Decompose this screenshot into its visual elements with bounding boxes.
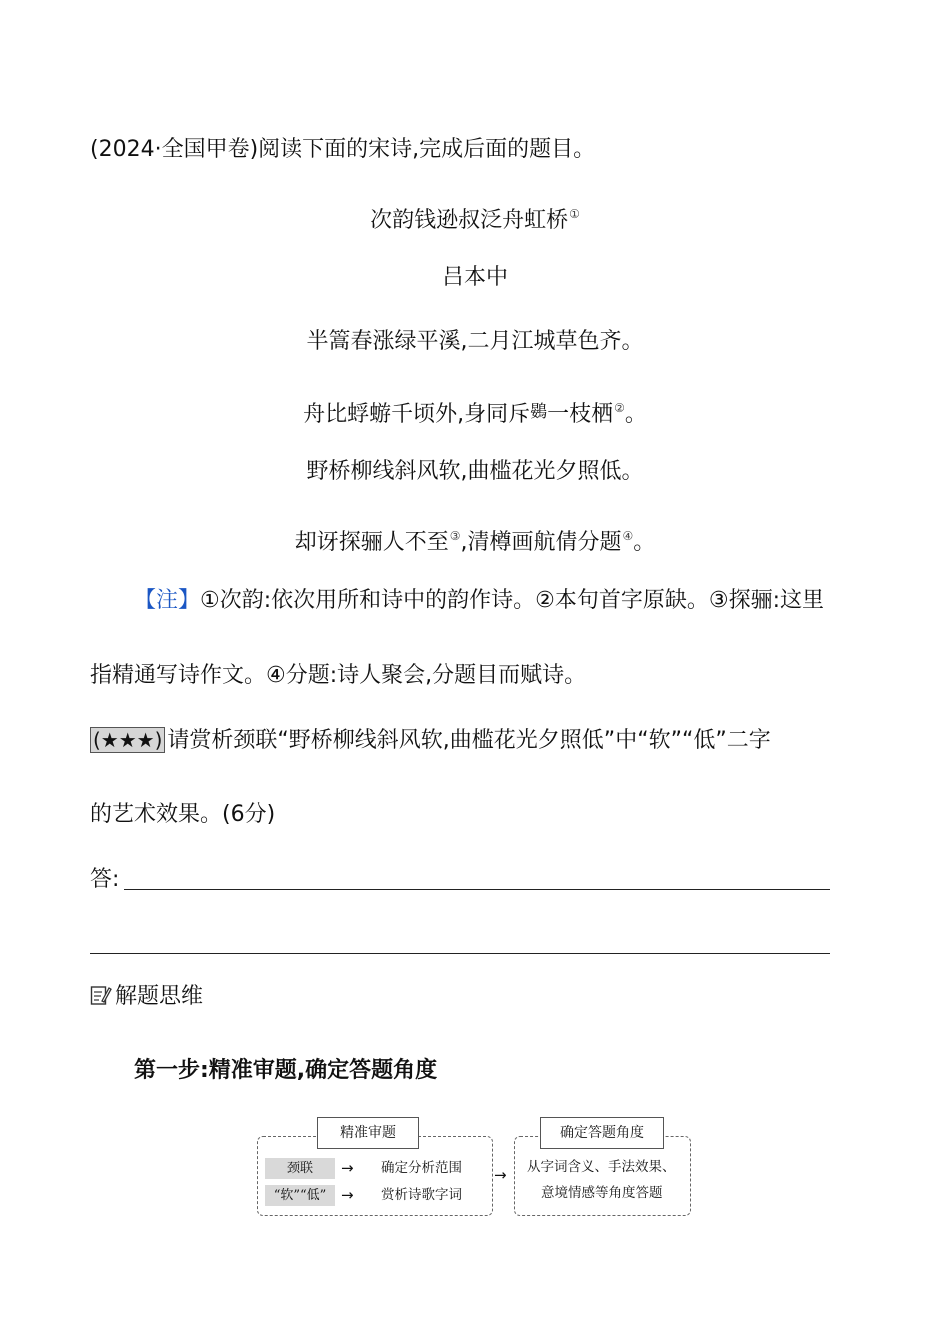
section-heading bbox=[90, 982, 203, 1015]
left-box-header: 精准审题 bbox=[317, 1117, 419, 1149]
answer-label: 答: bbox=[90, 867, 120, 892]
question-line-1-text: 请赏析颈联“野桥柳线斜风软,曲槛花光夕照低”中“软”“低”二字 bbox=[167, 728, 771, 753]
section-title-text: 解题思维 bbox=[115, 984, 204, 1009]
footnote-marker: ④ bbox=[622, 529, 634, 543]
answer-angle-line-1: 从字词含义、手法效果、 bbox=[527, 1159, 676, 1175]
poem-line-2-part-a: 舟比蜉蝣千顷外,身同斥 bbox=[303, 402, 531, 427]
step-1-title: 第一步:精准审题,确定答题角度 bbox=[134, 1058, 438, 1083]
notepad-pen-icon bbox=[90, 984, 112, 1015]
note-line-2: 指精通写诗作文。④分题:诗人聚会,分题目而赋诗。 bbox=[90, 663, 587, 688]
question-line-2: 的艺术效果。(6分) bbox=[90, 802, 276, 827]
connector-arrow-icon: → bbox=[494, 1166, 507, 1184]
poem-line-4-part-b: ,清樽画航倩分题 bbox=[460, 530, 622, 555]
poem-line-3: 野桥柳线斜风软,曲槛花光夕照低。 bbox=[306, 459, 644, 484]
poem-line-4 bbox=[0, 521, 950, 558]
answer-angle-line-2: 意境情感等角度答题 bbox=[541, 1185, 663, 1201]
poem-line-2-end: 。 bbox=[624, 402, 647, 427]
rare-character: 鷃 bbox=[530, 402, 548, 422]
answer-blank-line-2[interactable] bbox=[90, 953, 830, 954]
footnote-marker: ② bbox=[614, 401, 625, 415]
poem-title-text: 次韵钱逊叔泛舟虹桥 bbox=[370, 208, 569, 233]
note-line-1 bbox=[134, 586, 824, 616]
poem-line-4-end: 。 bbox=[633, 530, 656, 555]
intro-text: (2024·全国甲卷)阅读下面的宋诗,完成后面的题目。 bbox=[90, 137, 596, 162]
right-arrow-icon: → bbox=[341, 1186, 354, 1204]
row-text-word-appreciation: 赏析诗歌字词 bbox=[381, 1187, 462, 1203]
row-label-key-words: “软”“低” bbox=[265, 1185, 335, 1206]
poem-title bbox=[0, 199, 950, 236]
row-label-neck-couplet: 颈联 bbox=[265, 1158, 335, 1179]
poem-line-1: 半篙春涨绿平溪,二月江城草色齐。 bbox=[306, 329, 644, 354]
poem-author: 吕本中 bbox=[441, 265, 508, 290]
answer-blank-line-1[interactable] bbox=[124, 889, 830, 890]
poem-line-2-part-b: 一枝栖 bbox=[547, 402, 614, 427]
poem-line-2 bbox=[0, 393, 950, 430]
poem-line-4-part-a: 却讶探骊人不至 bbox=[294, 530, 449, 555]
row-text-analysis-scope: 确定分析范围 bbox=[381, 1160, 462, 1176]
difficulty-stars-badge: (★★★) bbox=[90, 727, 165, 753]
footnote-marker: ① bbox=[569, 207, 580, 221]
note-line-1-text: ①次韵:依次用所和诗中的韵作诗。②本句首字原缺。③探骊:这里 bbox=[200, 588, 825, 613]
right-arrow-icon: → bbox=[341, 1159, 354, 1177]
footnote-marker: ③ bbox=[449, 529, 461, 543]
right-box-header: 确定答题角度 bbox=[540, 1117, 664, 1149]
question-line-1 bbox=[90, 726, 771, 756]
note-tag: 【注】 bbox=[134, 588, 201, 613]
